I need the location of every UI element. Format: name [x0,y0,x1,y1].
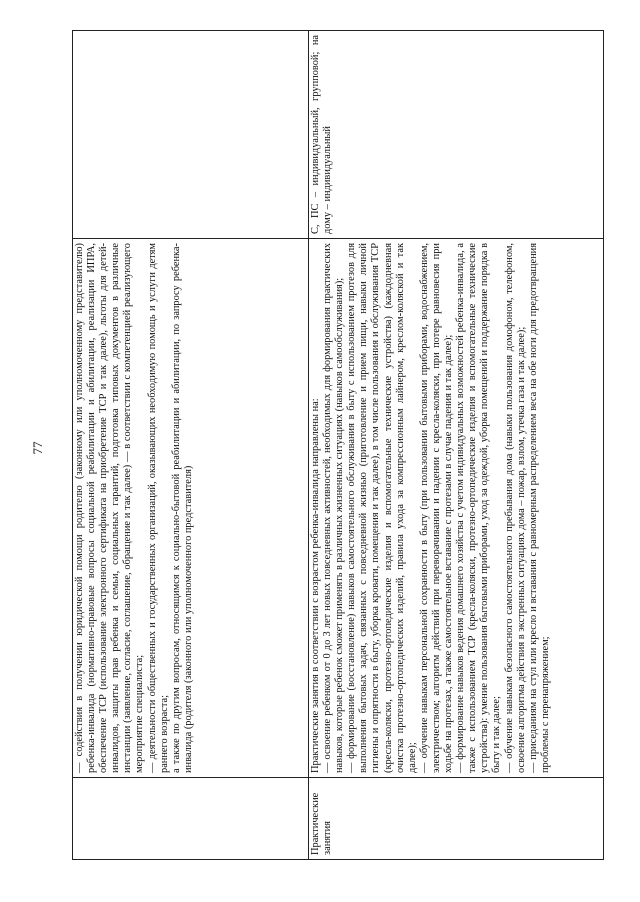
row1-text-cell [73,239,309,778]
row1-col1-cell [73,778,309,860]
table-row [309,31,604,860]
paragraph: — формирование навыков ведения домашнего хозяйства с учетом индивидуальных возможностей ребенка-инвалида, а также с использованием ТСР (кресла-коляски, протезно-ортопедические изделия и вспомогательные технические устройства): умение пользования бытовыми приборами, уход за одеждой, уборка помещений и поддержание порядка в быту и так далее; [455,243,503,773]
page-number: 77 [30,441,45,455]
rotated-table-wrapper [72,30,604,860]
paragraph: — формирование (восстановление) навыков самостоятельного обслуживания в быту с использованием протезов для выполнения бытовых задач, связанных с повседневной жизнью (приготовление и прием пищи, навыки личной гигиены и опрятности в быту, уборка кровати, помещения и так далее), в том числе пользования и обслуживания ТСР (кресла-коляски, протезно-ортопедические изделия и вспомогательные технические устройства) (каждодневная очистка протезно-ортопедических изделий, правила ухода за компрессионным лайнером, креслом-коляской и так далее); [346,243,418,773]
table-row [73,31,309,860]
paragraph: — деятельности общественных и государственных организаций, оказывающих необходимую помощь и услуги детям раннего возраста; [146,243,170,773]
paragraph: — обучение навыкам безопасного самостоятельного пребывания дома (навыки пользования домофоном, телефоном, освоение алгоритма действия в экстренных ситуациях дома – пожар, взлом, утечка газа и так далее); [503,243,527,773]
paragraph: — приседаниям на стул или кресло и вставания с равномерным распределением веса на обе ноги для предотвращения проблемы с перенапряжением; [527,243,551,773]
paragraph: Практические занятия в соответствии с возрастом ребенка-инвалида направлены на: [310,398,321,773]
row2-text-cell [309,239,604,778]
content-table [72,30,604,860]
paragraph: — освоение ребенком от 0 до 3 лет новых повседневных активностей, необходимых для формирования практических навыков, которые ребенок сможет применять в различных жизненных ситуациях (навыков самообслуживания); [322,243,346,773]
paragraph: — содействия в получении юридической помощи родителю (законному или уполномоченному представителю) ребенка-инвалида (нормативно-правовые вопросы социальной реабилитации и абилитации, реализации ИПРА, обеспечение ТСР (использование электронного сертификата на приобретение ТСР и так далее), льготы для детей-инвалидов, защиты прав ребенка и семьи, социальных гарантий, подготовка типовых документов в различные инстанции (заявление, согласие, соглашение, обращение и так далее) — в соответствии с компетенцией реализующего мероприятие специалиста; [74,243,146,773]
paragraph: — обучение навыкам персональной сохранности в быту (при пользовании бытовыми приборами, водоснабжением, электричеством; алгоритм действий при переворачивании и падении с кресла-коляски, при потере равновесия при ходьбе на протезах, а также самостоятельное вставание с протезами в случае падения и так далее); [418,243,455,773]
row2-form-cell: С, ПС – индивидуальный, групповой; на дому – индивидуальный [309,31,604,239]
row1-col3-cell [73,31,309,239]
row2-title-cell: Практические занятия [309,778,604,860]
paragraph: а также по другим вопросам, относящимся к социально-бытовой реабилитации и абилитации, по запросу ребенка-инвалида (родителя (законного или уполномоченного представителя) [170,243,194,773]
